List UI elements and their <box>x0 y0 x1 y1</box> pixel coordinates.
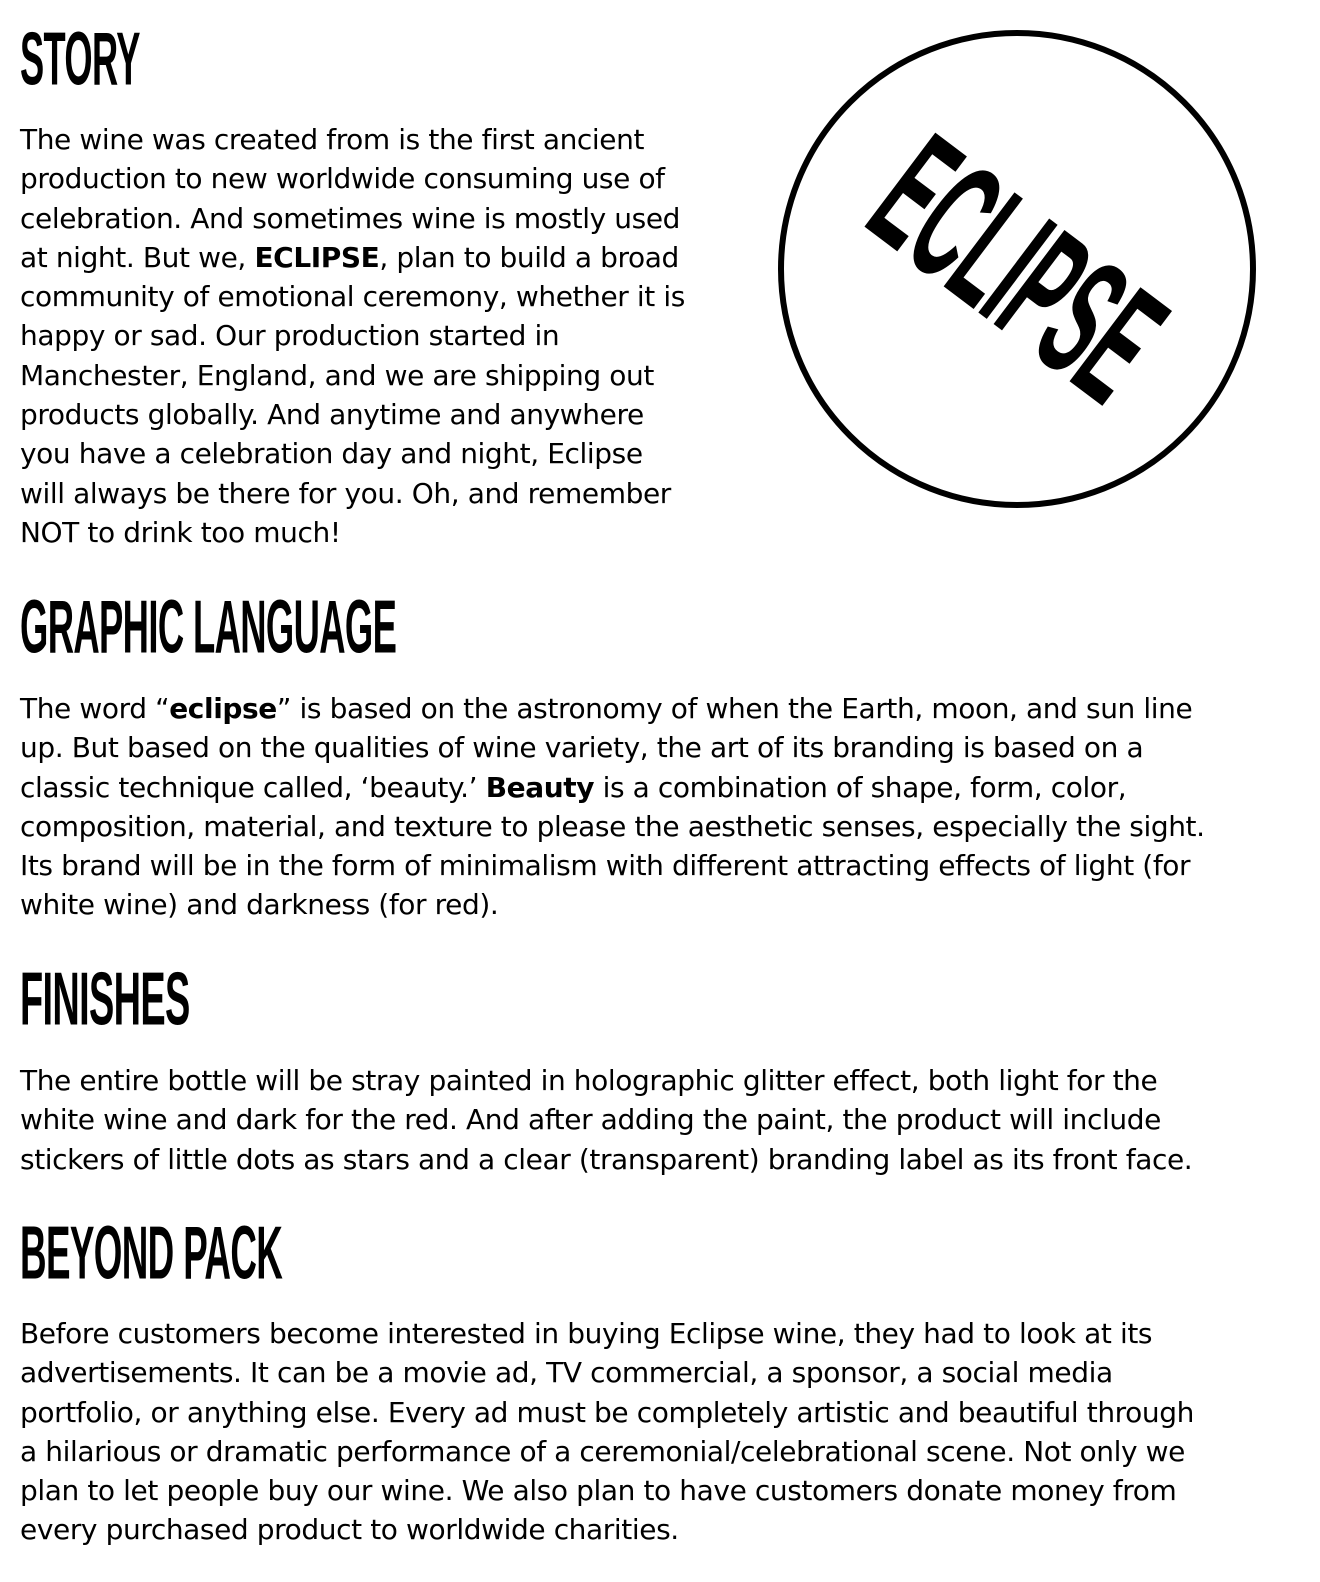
beyond-pack-line: plan to let people buy our wine. We also plan to have customers donate money from <box>20 1474 1177 1508</box>
story-heading: STORY <box>20 16 140 102</box>
logo-wordmark: ECLIPSE <box>837 100 1197 438</box>
story-line: celebration. And sometimes wine is mostly used <box>20 201 681 235</box>
graphic-language-heading: GRAPHIC LANGUAGE <box>20 584 397 670</box>
graphic-language-line: composition, material, and texture to please the aesthetic senses, especially the sight. <box>20 809 1205 843</box>
story-line: NOT to drink too much! <box>20 515 341 549</box>
story-line: will always be there for you. Oh, and remember <box>20 476 671 510</box>
story-line: production to new worldwide consuming use of <box>20 162 665 196</box>
story-line: Manchester, England, and we are shipping out <box>20 358 654 392</box>
story-paragraph <box>20 120 685 552</box>
graphic-language-line: up. But based on the qualities of wine variety, the art of its branding is based on a <box>20 731 1144 765</box>
eclipse-logo <box>778 30 1256 508</box>
story-line: products globally. And anytime and anywhere <box>20 398 644 432</box>
beyond-pack-heading: BEYOND PACK <box>20 1210 283 1296</box>
finishes-line: stickers of little dots as stars and a clear (transparent) branding label as its front face. <box>20 1142 1193 1176</box>
graphic-language-line: white wine) and darkness (for red). <box>20 888 499 922</box>
eclipse-emphasis: eclipse <box>169 692 277 725</box>
finishes-paragraph <box>20 1061 1192 1179</box>
graphic-language-line: Its brand will be in the form of minimalism with different attracting effects of light (for <box>20 849 1191 883</box>
beauty-emphasis: Beauty <box>485 770 595 804</box>
story-line: at night. But we, ECLIPSE, plan to build a broad <box>20 240 679 274</box>
story-line: The wine was created from is the first ancient <box>20 123 645 156</box>
story-line: you have a celebration day and night, Eclipse <box>20 437 643 471</box>
beyond-pack-line: a hilarious or dramatic performance of a ceremonial/celebrational scene. Not only we <box>20 1434 1186 1468</box>
beyond-pack-line: advertisements. It can be a movie ad, TV commercial, a sponsor, a social media <box>20 1356 1113 1390</box>
finishes-line: The entire bottle will be stray painted in holographic glitter effect, both light for the <box>20 1064 1158 1097</box>
finishes-line: white wine and dark for the red. And after adding the paint, the product will include <box>20 1103 1161 1137</box>
story-line: community of emotional ceremony, whether it is <box>20 280 685 314</box>
brand-name-emphasis: ECLIPSE <box>254 240 380 274</box>
finishes-heading: FINISHES <box>20 956 190 1042</box>
beyond-pack-line: Before customers become interested in buying Eclipse wine, they had to look at its <box>20 1317 1153 1350</box>
graphic-language-line: The word “eclipse” is based on the astronomy of when the Earth, moon, and sun line <box>20 692 1193 725</box>
beyond-pack-line: portfolio, or anything else. Every ad must be completely artistic and beautiful through <box>20 1395 1194 1429</box>
story-line: happy or sad. Our production started in <box>20 319 560 353</box>
graphic-language-line: classic technique called, ‘beauty.’ Beauty is a combination of shape, form, color, <box>20 770 1127 804</box>
beyond-pack-paragraph <box>20 1314 1194 1550</box>
beyond-pack-line: every purchased product to worldwide charities. <box>20 1513 679 1547</box>
graphic-language-paragraph <box>20 689 1205 925</box>
